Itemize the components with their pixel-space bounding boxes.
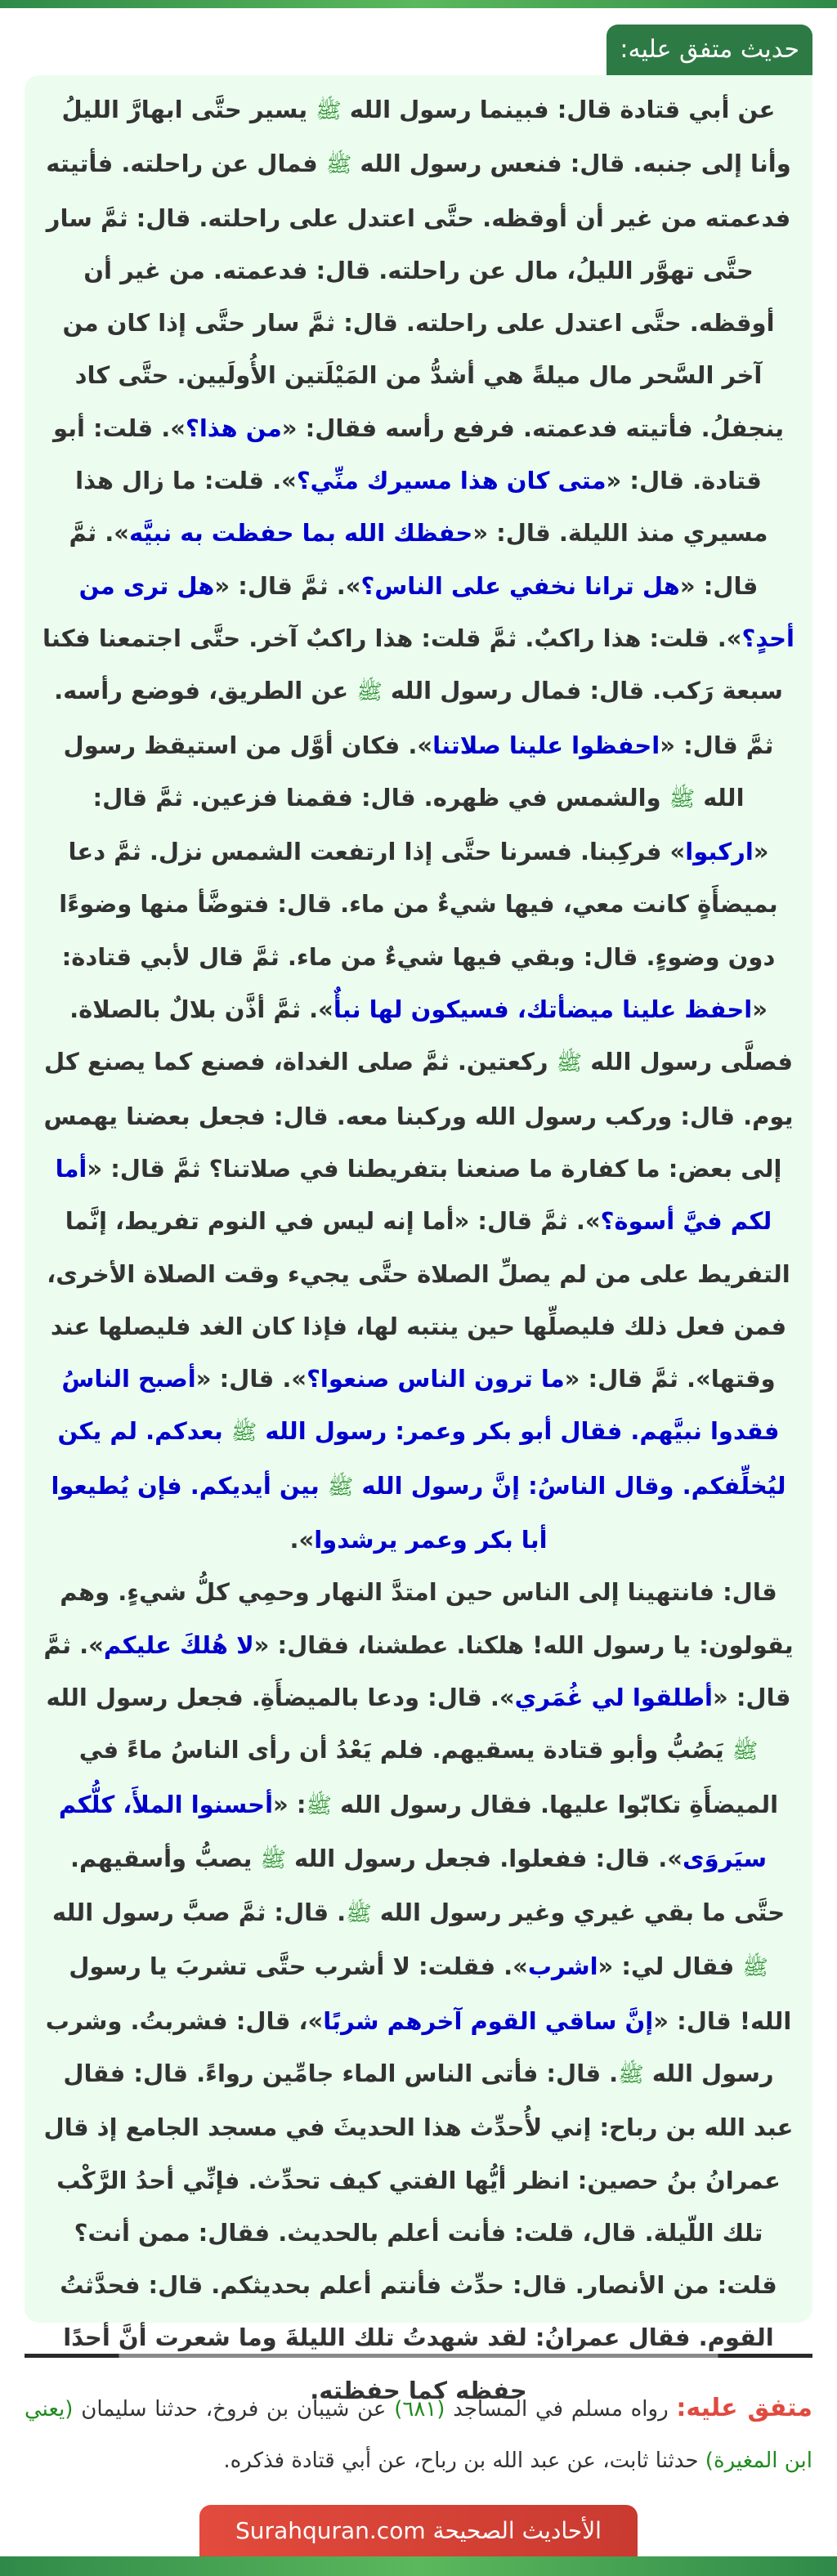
narration-text: ». قلت: ما زال هذا مسيري منذ الليلة. قال: « xyxy=(75,467,768,548)
site-link-button[interactable]: الأحاديث الصحيحة Surahquran.com xyxy=(199,2505,638,2557)
salawat-icon: ﷺ xyxy=(260,1847,286,1872)
narration-text: . قال: ثمَّ صبَّ رسول الله xyxy=(51,1898,347,1927)
salawat-icon: ﷺ xyxy=(669,786,696,812)
narration-text: عن الطريق، فوضع رأسه. ثمَّ قال: « xyxy=(54,677,774,759)
takhrij-note xyxy=(25,2382,812,2487)
narration-text: ». xyxy=(289,1526,315,1554)
narration-text: قال: فانتهينا إلى الناس حين امتدَّ النهار وحمِي كلُّ شيءٍ. وهم يقولون: يا رسول الله! هلكنا. عطشنا، فقال: « xyxy=(60,1578,794,1659)
takhrij-label: متفق عليه: xyxy=(676,2394,812,2422)
salawat-icon: ﷺ xyxy=(346,1902,372,1927)
narration-text: ». قلت: أبو قتادة. قال: « xyxy=(52,414,762,495)
prophet-speech: اركبوا xyxy=(685,838,754,866)
salawat-icon: ﷺ xyxy=(325,153,352,178)
hadith-number: (٦٨١) xyxy=(394,2397,445,2422)
narration-text: ركعتين. ثمَّ صلى الغداة، فصنع كما يصنع كل يوم. قال: وركب رسول الله وركبنا معه. قال: فجعل بعضنا يهمس إلى بعض: ما كفارة ما صنعنا بتفريطنا في صلاتنا؟ ثمَّ قال: « xyxy=(43,1048,794,1183)
prophet-speech: حفظك الله بما حفظت به نبيَّه xyxy=(128,519,473,548)
prophet-speech: احفظ علينا ميضأتك، فسيكون لها نبأٌ xyxy=(333,995,753,1024)
narration-text: فمال عن راحلته. فأتيته فدعمته من غير أن أوقظه. حتَّى اعتدل على راحلته. قال: ثمَّ سار حتَّى تهوَّر الليلُ، مال عن راحلته. قال: فدعمته. من غير أن أوقظه. حتَّى اعتدل على راحلته. قال: ثمَّ سار حتَّى إذا كان من آخر السَّحر مال ميلةً هي أشدُّ من المَيْلَتين الأُولَيين. حتَّى كاد ينجفلُ. فأتيته فدعمته. فرفع رأسه فقال: « xyxy=(46,150,791,442)
salawat-icon: ﷺ xyxy=(556,1051,583,1076)
prophet-speech: هل ترى من أحدٍ؟ xyxy=(78,571,794,652)
narration-text: ». قلت: هذا راكبٌ. ثمَّ قلت: هذا راكبٌ آخر. حتَّى اجتمعنا فكنا سبعة رَكب. قال: فمال رسول الله xyxy=(43,624,783,705)
prophet-speech: لا هُلكَ عليكم xyxy=(103,1630,254,1659)
narrator-note: (يعني ابن المغيرة) xyxy=(25,2397,812,2473)
hadith-text xyxy=(43,83,794,2417)
salawat-icon: ﷺ xyxy=(231,1420,257,1446)
narration-text: يسير حتَّى ابهارَّ الليلُ وأنا إلى جنبه. قال: فنعس رسول الله xyxy=(61,96,791,178)
hadith-paragraph xyxy=(43,83,794,1353)
prophet-speech: أطلقوا لي غُمَري xyxy=(514,1683,713,1711)
prophet-speech: بعدكم. لم يكن ليُخلِّفكم. وقال الناسُ: إنَّ رسول الله xyxy=(57,1417,786,1500)
salawat-icon: ﷺ xyxy=(306,1793,332,1818)
narration-text: ». فقلت: لا أشرب حتَّى تشربَ يا رسول الله! قال: « xyxy=(69,1952,792,2035)
narration-text: فقال لي: « xyxy=(598,1952,743,1981)
salawat-icon: ﷺ xyxy=(356,680,383,705)
narration-text: ». قال: ودعا بالميضأَةِ. فجعل رسول الله xyxy=(46,1683,515,1711)
takhrij-text-1: رواه مسلم في المساجد xyxy=(445,2397,677,2422)
section-divider xyxy=(25,2354,812,2358)
prophet-speech: إنَّ ساقي القوم آخرهم شربًا xyxy=(323,2006,654,2035)
section-title-badge: حديث متفق عليه: xyxy=(606,25,812,75)
prophet-speech: من هذا؟ xyxy=(186,414,282,442)
prophet-speech: أصبح الناسُ فقدوا نبيَّهم. فقال أبو بكر وعمر: رسول الله xyxy=(61,1365,780,1446)
prophet-speech: بين أيديكم. فإن يُطيعوا أبا بكر وعمر يرشدوا xyxy=(51,1471,548,1554)
bottom-accent-bar xyxy=(0,2556,837,2576)
prophet-speech: ما ترون الناس صنعوا؟ xyxy=(307,1365,565,1393)
prophet-speech: أما لكم فيَّ أسوة؟ xyxy=(55,1154,772,1236)
salawat-icon: ﷺ xyxy=(618,2062,644,2087)
narration-text: »، قال: فشربتُ. وشرب رسول الله xyxy=(45,2006,774,2087)
prophet-speech: أحسنوا الملأَ، كلُّكم سيَروَى xyxy=(58,1790,768,1872)
narration-text: . قال: فأتى الناس الماء جامِّين رواءً. قال: فقال عبد الله بن رباح: إني لأُحدِّث هذا الحديثَ في مسجد الجامع إذ قال عمرانُ بنُ حصين: انظر أيُّها الفتي كيف تحدِّث. فإنِّي أحدُ الرَّكْب تلك اللّيلة. قال، قلت: فأنت أعلم بالحديث. فقال: ممن أنت؟ قلت: من الأنصار. قال: حدِّث فأنتم أعلم بحديثكم. قال: فحدَّثتُ القوم. فقال عمرانُ: لقد شهدتُ تلك الليلةَ وما شعرت أنَّ أحدًا حفظه كما حفظته. xyxy=(43,2059,794,2404)
narration-text: ». قال: ففعلوا. فجعل رسول الله xyxy=(285,1844,683,1872)
narration-text: ». ثمَّ قال: «أما إنه ليس في النوم تفريط، إنَّما التفريط على من لم يصلِّ الصلاة حتَّى يجيء وقت الصلاة الأخرى، فمن فعل ذلك فليصلِّها حين ينتبه لها، فإذا كان الغد فليصلها عند xyxy=(47,1207,790,1340)
narration-text: ». ثمَّ قال: « xyxy=(214,571,361,600)
top-accent-bar xyxy=(0,0,837,8)
narration-text: ». ثمَّ قال: « xyxy=(43,1630,791,1711)
salawat-icon: ﷺ xyxy=(327,1474,354,1500)
narration-text: ». ثمَّ أذَّن بلالٌ بالصلاة. فصلَّى رسول الله xyxy=(69,995,793,1076)
salawat-icon: ﷺ xyxy=(316,99,342,123)
narration-text: : « xyxy=(273,1790,307,1818)
narration-text: ». ثمَّ قال: « xyxy=(69,519,759,600)
takhrij-text-2: عن شيبان بن فروخ، حدثنا سليمان xyxy=(73,2397,395,2422)
narration-text: » فركِبنا. فسرنا حتَّى إذا ارتفعت الشمس نزل. ثمَّ دعا بميضأَةٍ كانت معي، فيها شيءٌ من ماء. قال: فتوضَّأ منها وضوءًا دون وضوءٍ. قال: وبقي فيها شيءٌ من ماء. ثمَّ قال لأبي قتادة: « xyxy=(59,838,778,1024)
hadith-panel xyxy=(25,75,812,2404)
narration-text: يصبُّ وأسقيهم. حتَّى ما بقي غيري وغير رسول الله xyxy=(69,1844,786,1927)
narration-text: ». فكان أوَّل من استيقظ رسول الله xyxy=(63,731,745,812)
prophet-speech: احفظوا علينا صلاتنا xyxy=(432,731,660,759)
narration-text: والشمس في ظهره. قال: فقمنا فزعين. ثمَّ قال: « xyxy=(92,783,769,866)
hadith-paragraph xyxy=(43,1566,794,2417)
prophet-speech: هل ترانا نخفي على الناس؟ xyxy=(360,571,680,600)
takhrij-text-3: حدثنا ثابت، عن عبد الله بن رباح، عن أبي قتادة فذكره. xyxy=(223,2449,705,2473)
salawat-icon: ﷺ xyxy=(732,1739,759,1764)
narration-text: يَصُبُّ وأبو قتادة يسقيهم. فلم يَعْدُ أن رأى الناسُ ماءً في الميضأَةِ تكابّوا عليها. فقال رسول الله xyxy=(78,1736,779,1818)
salawat-icon: ﷺ xyxy=(742,1956,768,1981)
prophet-speech: متى كان هذا مسيرك منِّي؟ xyxy=(296,467,606,495)
narration-text: وقتها». ثمَّ قال: « xyxy=(564,1365,776,1393)
hadith-paragraph xyxy=(43,1353,794,1566)
narration-text: عن أبي قتادة قال: فبينما رسول الله xyxy=(341,96,776,123)
narration-text: ». قال: « xyxy=(195,1365,307,1393)
prophet-speech: اشرب xyxy=(527,1952,598,1981)
